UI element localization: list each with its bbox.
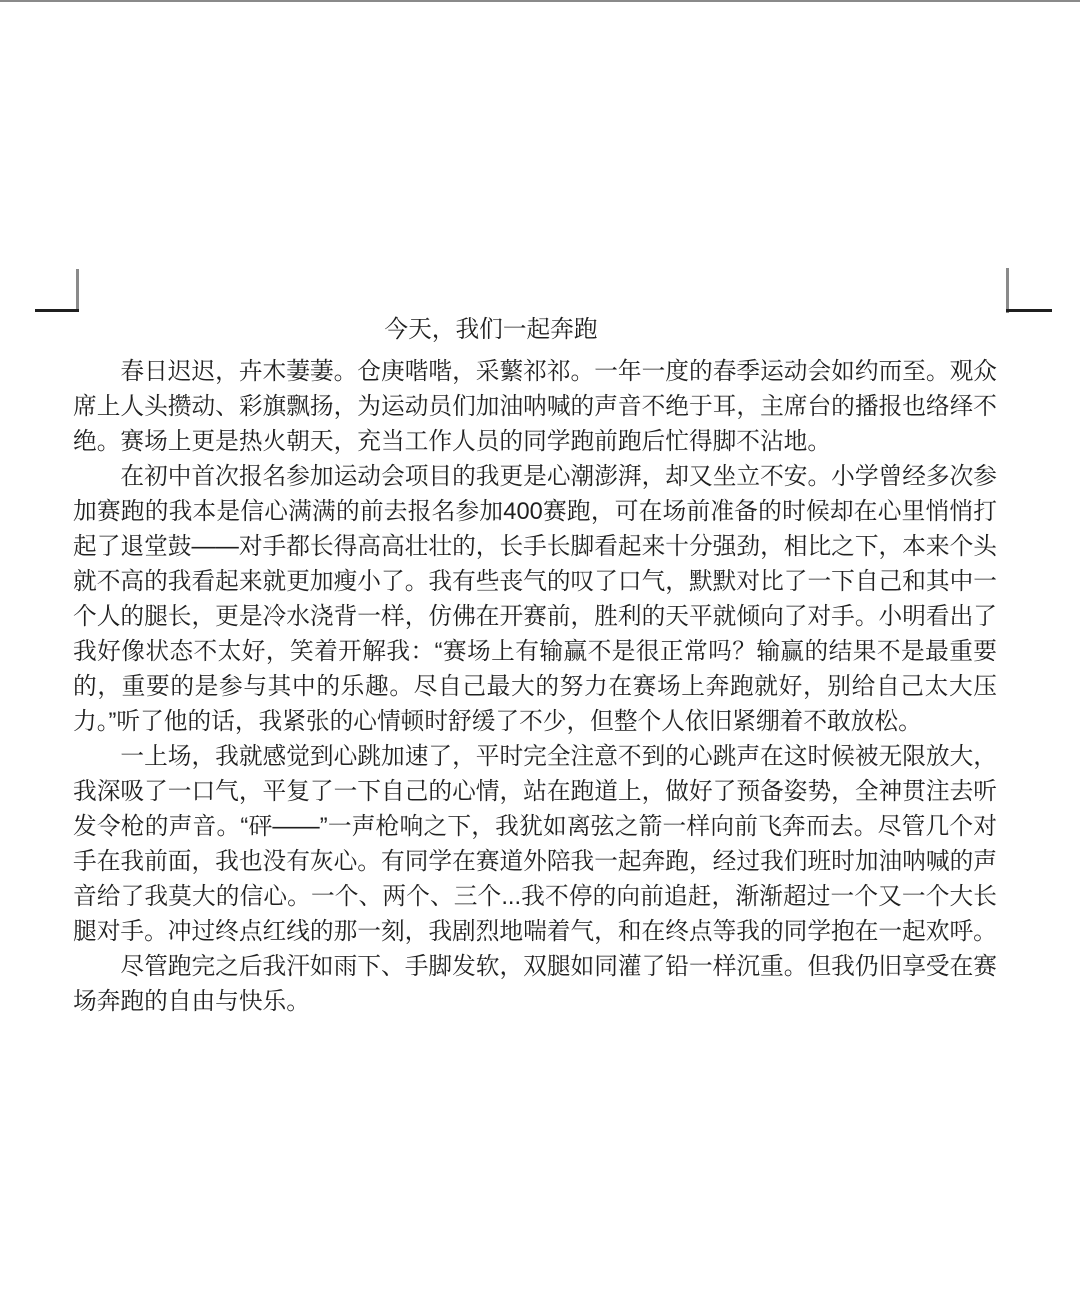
essay-paragraph-1: 春日迟迟，卉木萋萋。仓庚喈喈，采蘩祁祁。一年一度的春季运动会如约而至。观众席上人头攒动、彩旗飘扬，为运动员们加油呐喊的声音不绝于耳，主席台的播报也络绎不绝。赛场上更是热火朝天，充当工作人员的同学跑前跑后忙得脚不沾地。 xyxy=(73,359,997,455)
crop-mark-right-vertical xyxy=(1006,268,1009,313)
essay-paragraph-4: 尽管跑完之后我汗如雨下、手脚发软，双腿如同灌了铅一样沉重。但我仍旧享受在赛场奔跑的自由与快乐。 xyxy=(73,954,997,1015)
essay-title: 今天，我们一起奔跑 xyxy=(384,317,598,343)
crop-mark-left-vertical xyxy=(76,269,79,312)
scan-edge-line xyxy=(0,0,1080,2)
essay-paragraph-2: 在初中首次报名参加运动会项目的我更是心潮澎湃，却又坐立不安。小学曾经多次参加赛跑的我本是信心满满的前去报名参加400赛跑，可在场前准备的时候却在心里悄悄打起了退堂鼓——对手都长得高高壮壮的，长手长脚看起来十分强劲，相比之下，本来个头就不高的我看起来就更加瘦小了。我有些丧气的叹了口气，默默对比了一下自己和其中一个人的腿长，更是冷水浇背一样，仿佛在开赛前，胜利的天平就倾向了对手。小明看出了我好像状态不太好，笑着开解我：“赛场上有输赢不是很正常吗？输赢的结果不是最重要的，重要的是参与其中的乐趣。尽自己最大的努力在赛场上奔跑就好，别给自己太大压力。”听了他的话，我紧张的心情顿时舒缓了不少，但整个人依旧紧绷着不敢放松。 xyxy=(73,464,997,735)
essay-paragraph-3: 一上场，我就感觉到心跳加速了，平时完全注意不到的心跳声在这时候被无限放大，我深吸了一口气，平复了一下自己的心情，站在跑道上，做好了预备姿势，全神贯注去听发令枪的声音。“砰——”一声枪响之下，我犹如离弦之箭一样向前飞奔而去。尽管几个对手在我前面，我也没有灰心。有同学在赛道外陪我一起奔跑，经过我们班时加油呐喊的声音给了我莫大的信心。一个、两个、三个...我不停的向前追赶，渐渐超过一个又一个大长腿对手。冲过终点红线的那一刻，我剧烈地喘着气，和在终点等我的同学抱在一起欢呼。 xyxy=(73,744,997,945)
crop-mark-right-horizontal xyxy=(1006,309,1052,312)
essay-document xyxy=(73,311,997,1020)
